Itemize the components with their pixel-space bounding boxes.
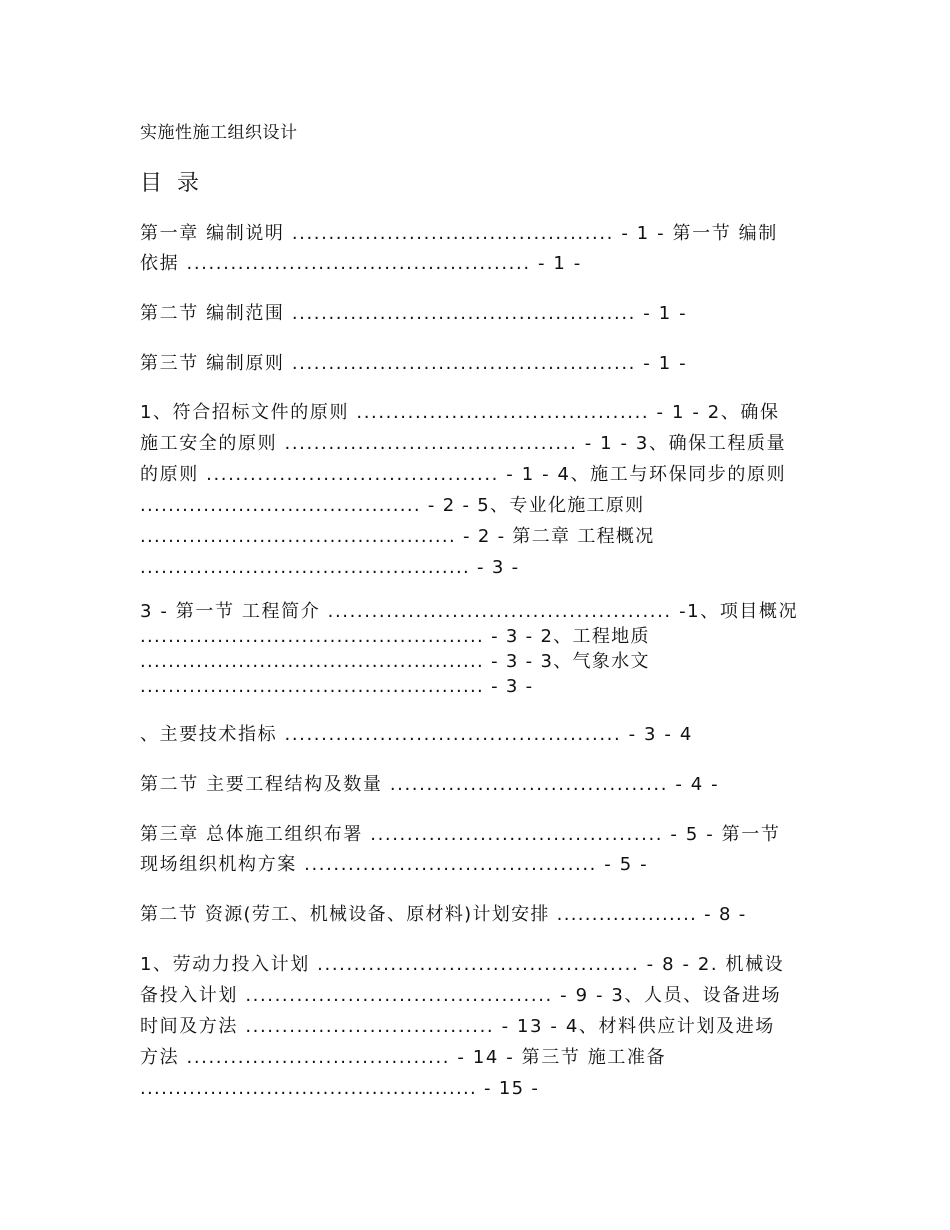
- document-title: 实施性施工组织设计: [140, 123, 298, 143]
- toc-entry-section-2: [140, 301, 820, 327]
- toc-entry-principles: [140, 400, 820, 580]
- toc-line[interactable]: 第二节 资源(劳工、机械设备、原材料)计划安排 .................... - 8 -: [140, 904, 747, 925]
- toc-line[interactable]: ................................................ - 15 -: [140, 1078, 540, 1099]
- toc-line[interactable]: 时间及方法 .................................. - 13 - 4、材料供应计划及进场: [140, 1016, 775, 1037]
- toc-line[interactable]: 的原则 ........................................ - 1 - 4、施工与环保同步的原则: [140, 464, 787, 485]
- toc-line[interactable]: 第二节 主要工程结构及数量 ...................................... - 4 -: [140, 774, 720, 795]
- toc-line[interactable]: 第三章 总体施工组织布署 ........................................ - 5 - 第一节: [140, 824, 781, 845]
- toc-entry-section-3: [140, 351, 820, 377]
- toc-line[interactable]: 第三节 编制原则 ............................................... - 1 -: [140, 353, 688, 374]
- toc-line[interactable]: 依据 ............................................... - 1 -: [140, 253, 582, 274]
- toc-entry-chapter-3: [140, 822, 820, 878]
- toc-entry-structures-quantities: [140, 772, 820, 798]
- toc-line[interactable]: 第二节 编制范围 ............................................... - 1 -: [140, 303, 688, 324]
- toc-heading: 目 录: [140, 171, 203, 196]
- toc-line[interactable]: 现场组织机构方案 ........................................ - 5 -: [140, 854, 649, 875]
- toc-line[interactable]: 施工安全的原则 ........................................ - 1 - 3、确保工程质量: [140, 433, 787, 454]
- toc-line[interactable]: ............................................... - 3 -: [140, 557, 520, 578]
- toc-line[interactable]: ................................................. - 3 - 3、气象水文: [140, 651, 650, 672]
- toc-entry-chapter-1: [140, 221, 820, 277]
- toc-line[interactable]: 1、符合招标文件的原则 ........................................ - 1 - 2、确保: [140, 402, 780, 423]
- toc-line[interactable]: ................................................. - 3 - 2、工程地质: [140, 626, 650, 647]
- toc-line[interactable]: ................................................. - 3 -: [140, 676, 534, 697]
- toc-entry-technical-indicators: [140, 722, 820, 748]
- toc-line[interactable]: ............................................. - 2 - 第二章 工程概况: [140, 526, 655, 547]
- toc-line[interactable]: 第一章 编制说明 ............................................ - 1 - 第一节 编制: [140, 223, 778, 244]
- toc-line[interactable]: 备投入计划 .......................................... - 9 - 3、人员、设备进场: [140, 985, 782, 1006]
- toc-entry-resource-plan: [140, 902, 820, 928]
- toc-line[interactable]: 、主要技术指标 .............................................. - 3 - 4: [140, 724, 693, 745]
- toc-entry-labor-plan: [140, 952, 820, 1102]
- toc-line[interactable]: ........................................ - 2 - 5、专业化施工原则: [140, 495, 645, 516]
- toc-entry-project-overview: [140, 599, 820, 703]
- toc-line[interactable]: 方法 .................................... - 14 - 第三节 施工准备: [140, 1047, 667, 1068]
- toc-line[interactable]: 1、劳动力投入计划 ............................................ - 8 - 2. 机械设: [140, 954, 785, 975]
- toc-line[interactable]: 3 - 第一节 工程简介 ............................................... -1、项目概况: [140, 601, 799, 622]
